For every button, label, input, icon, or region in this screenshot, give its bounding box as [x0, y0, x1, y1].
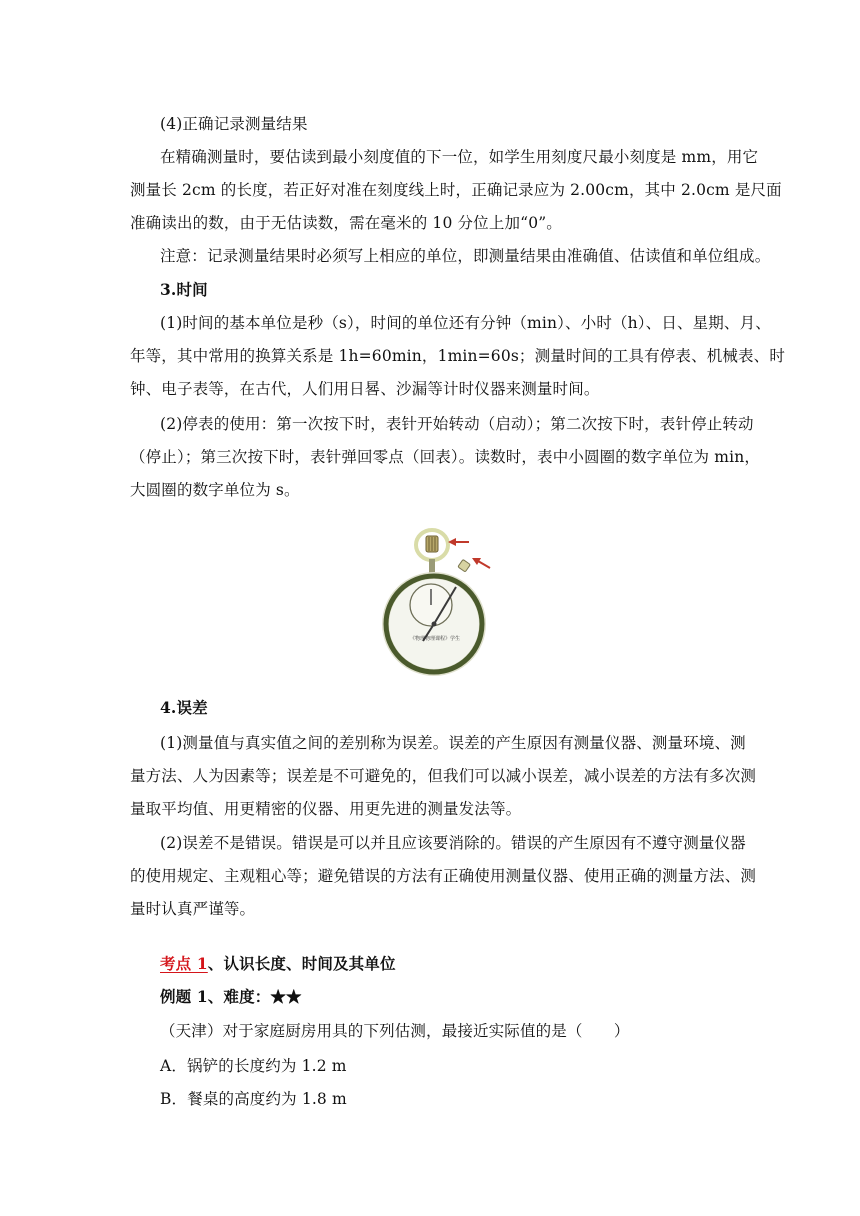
paragraph-line: 的使用规定、主观粗心等；避免错误的方法有正确使用测量仪器、使用正确的测量方法、测	[130, 867, 757, 885]
paragraph-line: (1)测量值与真实值之间的差别称为误差。误差的产生原因有测量仪器、测量环境、测	[160, 734, 746, 752]
hand-pivot	[432, 622, 437, 627]
option-b: B．餐桌的高度约为 1.8 m	[160, 1090, 347, 1108]
section-heading-error: 4.误差	[160, 698, 208, 717]
paragraph-line: 钟、电子表等，在古代，人们用日晷、沙漏等计时仪器来测量时间。	[130, 380, 600, 398]
paragraph-line: 量时认真严谨等。	[130, 900, 256, 918]
paragraph-line: 大圆圈的数字单位为 s。	[130, 481, 300, 499]
paragraph-line: （停止）；第三次按下时，表针弹回零点（回表）。读数时，表中小圆圈的数字单位为 min，	[130, 448, 761, 466]
stem	[429, 559, 435, 573]
watch-caption: 《物理物理课程》学生	[409, 636, 461, 642]
option-a: A．锅铲的长度约为 1.2 m	[160, 1057, 347, 1075]
paragraph-line: (2)停表的使用：第一次按下时，表针开始转动（启动）；第二次按下时，表针停止转动	[160, 415, 754, 433]
paragraph-line: (1)时间的基本单位是秒（s），时间的单位还有分钟（min）、小时（h）、日、星期、月、	[160, 314, 771, 332]
kaodian-heading	[160, 954, 740, 974]
kaodian-key: 考点 1	[160, 954, 208, 973]
paragraph-line: 年等，其中常用的换算关系是 1h=60min，1min=60s；测量时间的工具有停表、机械表、时	[130, 347, 785, 365]
paragraph-line: 量方法、人为因素等；误差是不可避免的，但我们可以减小误差，减小误差的方法有多次测	[130, 767, 757, 785]
section-heading-time: 3.时间	[160, 280, 208, 299]
example-heading: 例题 1、难度：★★	[160, 987, 302, 1006]
note-line: 注意：记录测量结果时必须写上相应的单位，即测量结果由准确值、估读值和单位组成。	[160, 247, 771, 265]
paragraph-line: (2)误差不是错误。错误是可以并且应该要消除的。错误的产生原因有不遵守测量仪器	[160, 834, 746, 852]
section-heading-record: (4)正确记录测量结果	[160, 115, 308, 133]
paragraph-line: 测量长 2cm 的长度，若正好对准在刻度线上时，正确记录应为 2.00cm，其中 2.0cm 是尺面	[130, 181, 782, 199]
question-text: （天津）对于家庭厨房用具的下列估测，最接近实际值的是（ ）	[160, 1022, 630, 1040]
stopwatch-image	[374, 527, 508, 677]
paragraph-line: 在精确测量时，要估读到最小刻度值的下一位，如学生用刻度尺最小刻度是 mm，用它	[160, 148, 759, 166]
paragraph-line: 准确读出的数，由于无估读数，需在毫米的 10 分位上加“0”。	[130, 214, 562, 232]
paragraph-line: 量取平均值、用更精密的仪器、用更先进的测量发法等。	[130, 800, 522, 818]
kaodian-rest: 、认识长度、时间及其单位	[207, 954, 396, 973]
